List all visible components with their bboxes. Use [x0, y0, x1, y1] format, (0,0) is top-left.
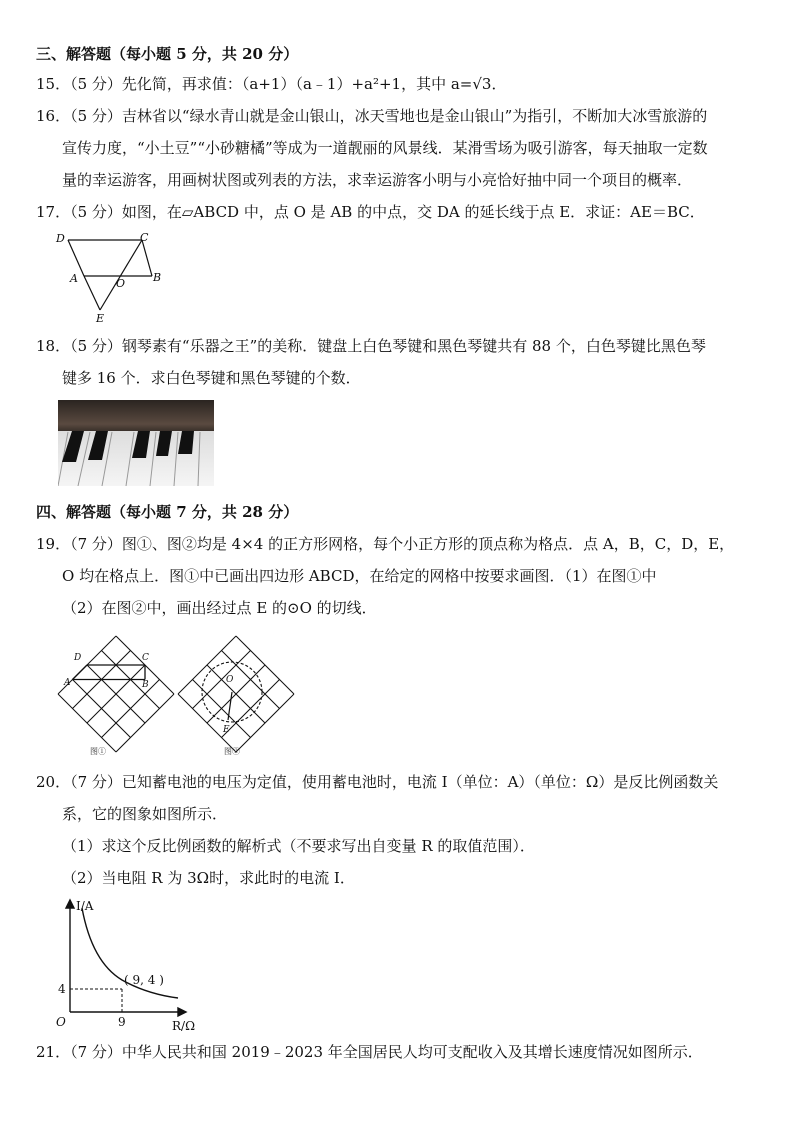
section-4-heading: 四、解答题（每小题 7 分，共 28 分）	[36, 503, 299, 521]
q19-fig2-label-o: O	[226, 675, 234, 685]
q20-y-axis-label: I/A	[76, 899, 94, 913]
section-3-heading: 三、解答题（每小题 5 分，共 20 分）	[36, 45, 299, 63]
q17-label-b: B	[153, 271, 162, 284]
question-18-line-2: 键多 16 个．求白色琴键和黑色琴键的个数．	[62, 369, 361, 387]
question-20-line-3: （1）求这个反比例函数的解析式（不要求写出自变量 R 的取值范围）．	[62, 837, 535, 855]
q19-fig1-label-d: D	[74, 653, 82, 663]
question-21: 21．（7 分）中华人民共和国 2019﹣2023 年全国居民人均可支配收入及其增长速度情况如图所示．	[36, 1043, 703, 1061]
q19-fig2-label-e: E	[223, 725, 230, 735]
q20-inverse-graph	[52, 892, 222, 1032]
q17-label-d: D	[56, 232, 65, 245]
question-17: 17．（5 分）如图，在▱ABCD 中，点 O 是 AB 的中点，交 DA 的延长线于点 E．求证：AE＝BC．	[36, 203, 705, 221]
question-19-line-2: O 均在格点上．图①中已画出四边形 ABCD，在给定的网格中按要求画图．（1）在图①中	[62, 567, 657, 585]
q19-fig1-caption: 图①	[90, 747, 106, 756]
question-18-line-1: 18．（5 分）钢琴素有“乐器之王”的美称．键盘上白色琴键和黑色琴键共有 88 个，白色琴键比黑色琴	[36, 337, 706, 355]
q19-figure-2-grid	[174, 632, 294, 762]
question-20-line-4: （2）当电阻 R 为 3Ω时，求此时的电流 I．	[62, 869, 355, 887]
q19-fig1-label-a: A	[64, 678, 71, 688]
question-19-line-1: 19．（7 分）图①、图②均是 4×4 的正方形网格，每个小正方形的顶点称为格点．点 A，B，C，D，E，	[36, 535, 735, 553]
question-16-line-2: 宣传力度，“小土豆”“小砂糖橘”等成为一道靓丽的风景线．某滑雪场为吸引游客，每天抽取一定数	[62, 139, 708, 157]
q17-label-e: E	[96, 312, 105, 325]
q17-label-c: C	[140, 231, 149, 244]
q17-label-a: A	[70, 272, 78, 285]
q20-x-tick: 9	[118, 1015, 126, 1029]
q20-y-tick: 4	[58, 982, 66, 996]
question-20-line-1: 20．（7 分）已知蓄电池的电压为定值，使用蓄电池时，电流 I（单位：A）（单位：Ω）是反比例函数关	[36, 773, 719, 791]
piano-keyboard-image	[58, 400, 214, 486]
q17-label-o: O	[116, 277, 126, 290]
q19-fig1-label-b: B	[142, 680, 149, 690]
question-16-line-1: 16．（5 分）吉林省以“绿水青山就是金山银山，冰天雪地也是金山银山”为指引，不断加大冰雪旅游的	[36, 107, 708, 125]
question-16-line-3: 量的幸运游客，用画树状图或列表的方法，求幸运游客小明与小亮恰好抽中同一个项目的概率．	[62, 171, 693, 189]
question-19-line-3: （2）在图②中，画出经过点 E 的⊙O 的切线．	[62, 599, 377, 617]
q20-point-label: ( 9, 4 )	[124, 973, 164, 987]
q17-parallelogram-figure	[50, 228, 180, 328]
question-20-line-2: 系，它的图象如图所示．	[62, 805, 228, 823]
q20-origin-label: O	[56, 1015, 66, 1029]
q19-fig1-label-c: C	[142, 653, 149, 663]
q19-figure-1-grid	[54, 632, 174, 762]
q19-fig2-caption: 图②	[224, 747, 240, 756]
question-15: 15．（5 分）先化简，再求值：（a+1）（a﹣1）+a²+1，其中 a=√3．	[36, 75, 507, 93]
q20-x-axis-label: R/Ω	[172, 1019, 196, 1033]
